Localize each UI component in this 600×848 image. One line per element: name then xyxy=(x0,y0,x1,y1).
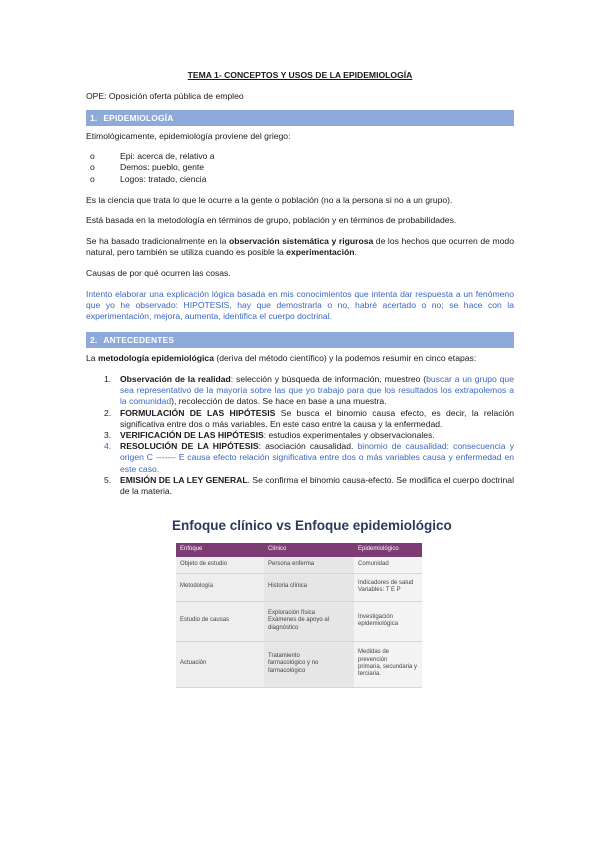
table-cell: Comunidad xyxy=(354,557,422,573)
page-title: TEMA 1- CONCEPTOS Y USOS DE LA EPIDEMIOLOGÍA xyxy=(187,70,413,80)
list-item: 5. EMISIÓN DE LA LEY GENERAL. Se confirma el binomio causa-efecto. Se modifica el cuerpo doctrinal de la materia. xyxy=(104,474,514,497)
table-cell: Persona enferma xyxy=(264,557,354,573)
column-header: Clínico xyxy=(264,543,354,557)
list-item: o Demos: pueblo, gente xyxy=(90,162,205,173)
emphasis-methodology: metodología epidemiológica xyxy=(97,353,214,363)
table-row xyxy=(176,641,422,687)
table-row xyxy=(176,601,422,641)
list-item: 2. FORMULACIÓN DE LAS HIPÓTESIS Se busca el binomio causa efecto, es decir, la relación significativa entre dos o más variables. En este caso entre la causa y la enfermedad. xyxy=(104,407,514,429)
figure-title: Enfoque clínico vs Enfoque epidemiológico xyxy=(172,518,452,533)
list-item: o Logos: tratado, ciencia xyxy=(90,173,207,184)
blue-note-hypothesis: Intento elaborar una explicación lógica basada en mis conocimientos que intenta dar respuesta a un fenómeno que yo he observado: HIPOTESIS, hay que demostrarla o no, habré acertado o no; se hace con la experimentación, mejora, aumenta, identifica el cuerpo doctrinal. xyxy=(86,289,514,322)
table-cell: Estudio de causas xyxy=(176,601,264,641)
section-title: EPIDEMIOLOGÍA xyxy=(103,113,174,123)
column-header: Enfoque xyxy=(176,543,264,557)
comparison-table xyxy=(176,543,422,688)
etymology-list xyxy=(86,151,514,185)
paragraph-observation: Se ha basado tradicionalmente en la observación sistemática y rigurosa de los hechos que ocurren de modo natural, pero también se utiliza cuando es posible la experimentación. xyxy=(86,236,514,258)
bullet-marker: o xyxy=(90,162,95,173)
emphasis-experimentation: experimentación xyxy=(286,247,355,258)
table-cell: Exploración física Exámenes de apoyo al diagnóstico xyxy=(264,601,354,641)
paragraph-definition: Es la ciencia que trata lo que le ocurre a la gente o población (no a la persona si no a un grupo). xyxy=(86,195,453,205)
methodology-steps xyxy=(86,374,514,497)
table-row xyxy=(176,557,422,573)
comparison-figure xyxy=(172,518,452,678)
table-row xyxy=(176,573,422,601)
methodology-intro: La metodología epidemiológica (deriva del método científico) y la podemos resumir en cinco etapas: xyxy=(86,353,477,363)
section-heading-epidemiologia xyxy=(86,110,514,126)
emphasis-observation: observación sistemática y rigurosa xyxy=(228,236,374,246)
list-item: 4. RESOLUCIÓN DE LA HIPÓTESIS: asociación causalidad. binomio de causalidad: consecuencia y origen C ------- E causa efecto relación significativa entre dos o más variables causa y enfermedad en este caso. xyxy=(104,441,515,474)
paragraph-methodology: Está basada en la metodología en términos de grupo, población y en términos de probabilidades. xyxy=(86,215,457,225)
bullet-marker: o xyxy=(90,173,95,184)
paragraph-causes: Causas de por qué ocurren las cosas. xyxy=(86,268,231,278)
list-item: o Epi: acerca de, relativo a xyxy=(90,151,215,161)
table-header-row xyxy=(176,543,422,557)
table-cell: Investigación epidemiológica xyxy=(354,601,422,641)
section-heading-antecedentes xyxy=(86,332,514,348)
section-number: 2. xyxy=(90,335,98,345)
table-cell: Indicadores de salud Variables: T E P xyxy=(354,573,422,601)
section-title: ANTECEDENTES xyxy=(103,335,175,345)
table-cell: Medidas de prevención primaria, secundaria y terciaria. xyxy=(354,641,422,687)
table-cell: Historia clínica xyxy=(264,573,354,601)
table-cell: Tratamiento farmacológico y no farmacológico xyxy=(264,641,354,687)
column-header: Epidemiológico xyxy=(354,543,422,557)
list-item: 3. VERIFICACIÓN DE LAS HIPÓTESIS: estudios experimentales y observacionales. xyxy=(104,430,435,441)
list-item: 1. Observación de la realidad: selección y búsqueda de información, muestreo (buscar a un grupo que sea representativo de la mayoría sobre las que yo trabajo para que los resultados los extrapolemos a la comunidad), recolección de datos. Se hace en base a una muestra. xyxy=(104,374,514,407)
etymology-intro: Etimológicamente, epidemiología proviene del griego: xyxy=(86,131,291,141)
table-cell: Actuación xyxy=(176,641,264,687)
ope-line: OPE: Oposición oferta pública de empleo xyxy=(86,91,244,101)
section-number: 1. xyxy=(90,113,98,123)
table-cell: Metodología xyxy=(176,573,264,601)
table-cell: Objeto de estudio xyxy=(176,557,264,573)
bullet-marker: o xyxy=(90,151,95,161)
